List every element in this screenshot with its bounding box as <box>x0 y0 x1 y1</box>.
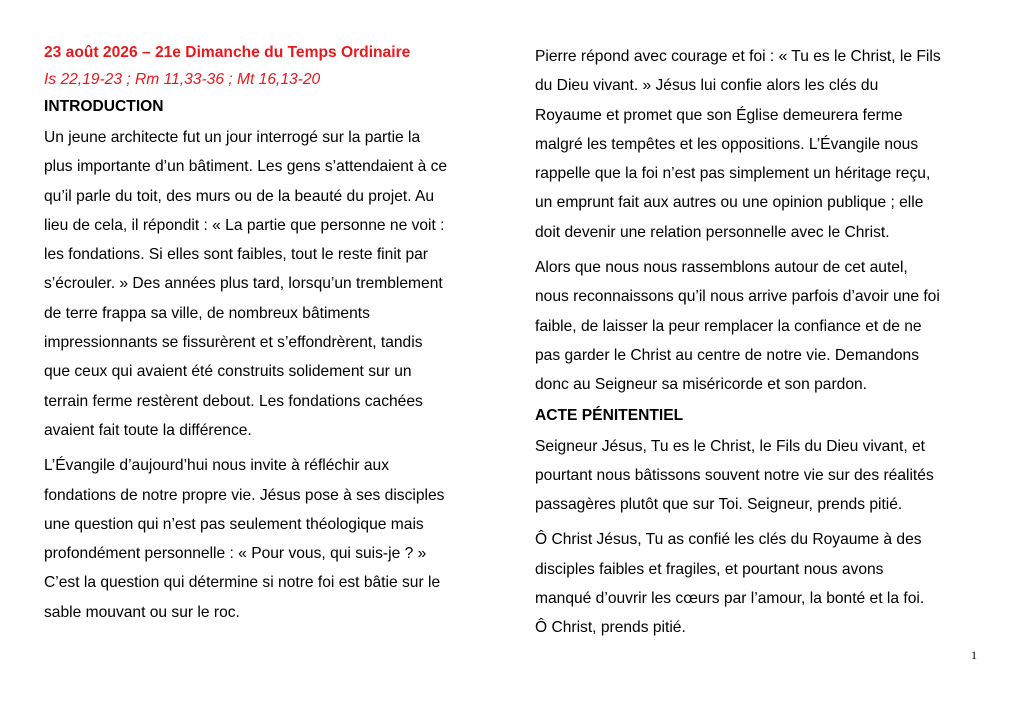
text-line: disciples faibles et fragiles, et pourtant nous avons <box>535 560 884 578</box>
text-line: terrain ferme restèrent debout. Les fondations cachées <box>44 392 423 410</box>
text-line: Seigneur Jésus, Tu es le Christ, le Fils du Dieu vivant, et <box>535 437 926 455</box>
text-line: fondations de notre propre vie. Jésus pose à ses disciples <box>44 486 445 504</box>
text-line: L’Évangile d’aujourd’hui nous invite à réfléchir aux <box>44 457 390 475</box>
scripture-references: Is 22,19-23 ; Rm 11,33-36 ; Mt 16,13-20 <box>44 71 321 88</box>
text-line: du Dieu vivant. » Jésus lui confie alors les clés du <box>535 77 879 95</box>
page-number: 1 <box>971 648 977 662</box>
text-line: profondément personnelle : « Pour vous, qui suis-je ? » <box>44 545 427 563</box>
text-line: Royaume et promet que son Église demeurera ferme <box>535 106 903 124</box>
text-line: Alors que nous nous rassemblons autour de cet autel, <box>535 259 908 277</box>
text-line: une question qui n’est pas seulement théologique mais <box>44 515 424 533</box>
text-line: avaient fait toute la différence. <box>44 421 252 439</box>
text-line: un emprunt fait aux autres ou une opinion publique ; elle <box>535 194 924 212</box>
text-line: manqué d’ouvrir les cœurs par l’amour, la bonté et la foi. <box>535 590 925 608</box>
text-line: C’est la question qui détermine si notre foi est bâtie sur le <box>44 574 441 592</box>
text-line: s’écrouler. » Des années plus tard, lorsqu’un tremblement <box>44 275 443 293</box>
text-line: de terre frappa sa ville, de nombreux bâtiments <box>44 304 370 322</box>
text-line: Pierre répond avec courage et foi : « Tu es le Christ, le Fils <box>535 48 941 65</box>
text-line: que ceux qui avaient été construits solidement sur un <box>44 363 412 381</box>
section-heading-introduction: INTRODUCTION <box>44 98 164 115</box>
text-line: qu’il parle du toit, des murs ou de la beauté du projet. Au <box>44 187 435 205</box>
text-line: sable mouvant ou sur le roc. <box>44 603 240 621</box>
text-line: faible, de laisser la peur remplacer la confiance et de ne <box>535 317 922 335</box>
text-line: nous reconnaissons qu’il nous arrive parfois d’avoir une foi <box>535 288 940 306</box>
text-line: doit devenir une relation personnelle avec le Christ. <box>535 223 890 241</box>
paragraph-invocation-lord <box>535 432 984 520</box>
text-line: lieu de cela, il répondit : « La partie que personne ne voit : <box>44 216 445 234</box>
text-line: passagères plutôt que sur Toi. Seigneur, prends pitié. <box>535 496 903 514</box>
text-line: pas garder le Christ au centre de notre vie. Demandons <box>535 346 919 364</box>
left-column <box>44 40 492 633</box>
paragraph-architect-story <box>44 123 492 445</box>
text-line: Un jeune architecte fut un jour interrogé sur la partie la <box>44 129 421 146</box>
paragraph-peter-answer <box>535 42 984 247</box>
document-title: 23 août 2026 – 21e Dimanche du Temps Ordinaire <box>44 44 411 61</box>
text-line: pourtant nous bâtissons souvent notre vie sur des réalités <box>535 466 934 484</box>
text-line: rappelle que la foi n’est pas simplement un héritage reçu, <box>535 165 931 183</box>
right-column <box>535 42 984 649</box>
text-line: donc au Seigneur sa miséricorde et son pardon. <box>535 376 867 394</box>
paragraph-gathering-altar <box>535 253 984 399</box>
text-line: impressionnants se fissurèrent et s’effondrèrent, tandis <box>44 334 423 352</box>
text-line: Ô Christ Jésus, Tu as confié les clés du Royaume à des <box>535 531 922 549</box>
paragraph-invocation-christ <box>535 525 984 642</box>
paragraph-gospel-foundations <box>44 451 492 627</box>
text-line: les fondations. Si elles sont faibles, tout le reste finit par <box>44 246 428 264</box>
text-line: malgré les tempêtes et les oppositions. L’Évangile nous <box>535 135 919 153</box>
section-heading-penitential-act: ACTE PÉNITENTIEL <box>535 406 684 424</box>
text-line: plus importante d’un bâtiment. Les gens s’attendaient à ce <box>44 158 448 176</box>
text-line: Ô Christ, prends pitié. <box>535 619 686 637</box>
